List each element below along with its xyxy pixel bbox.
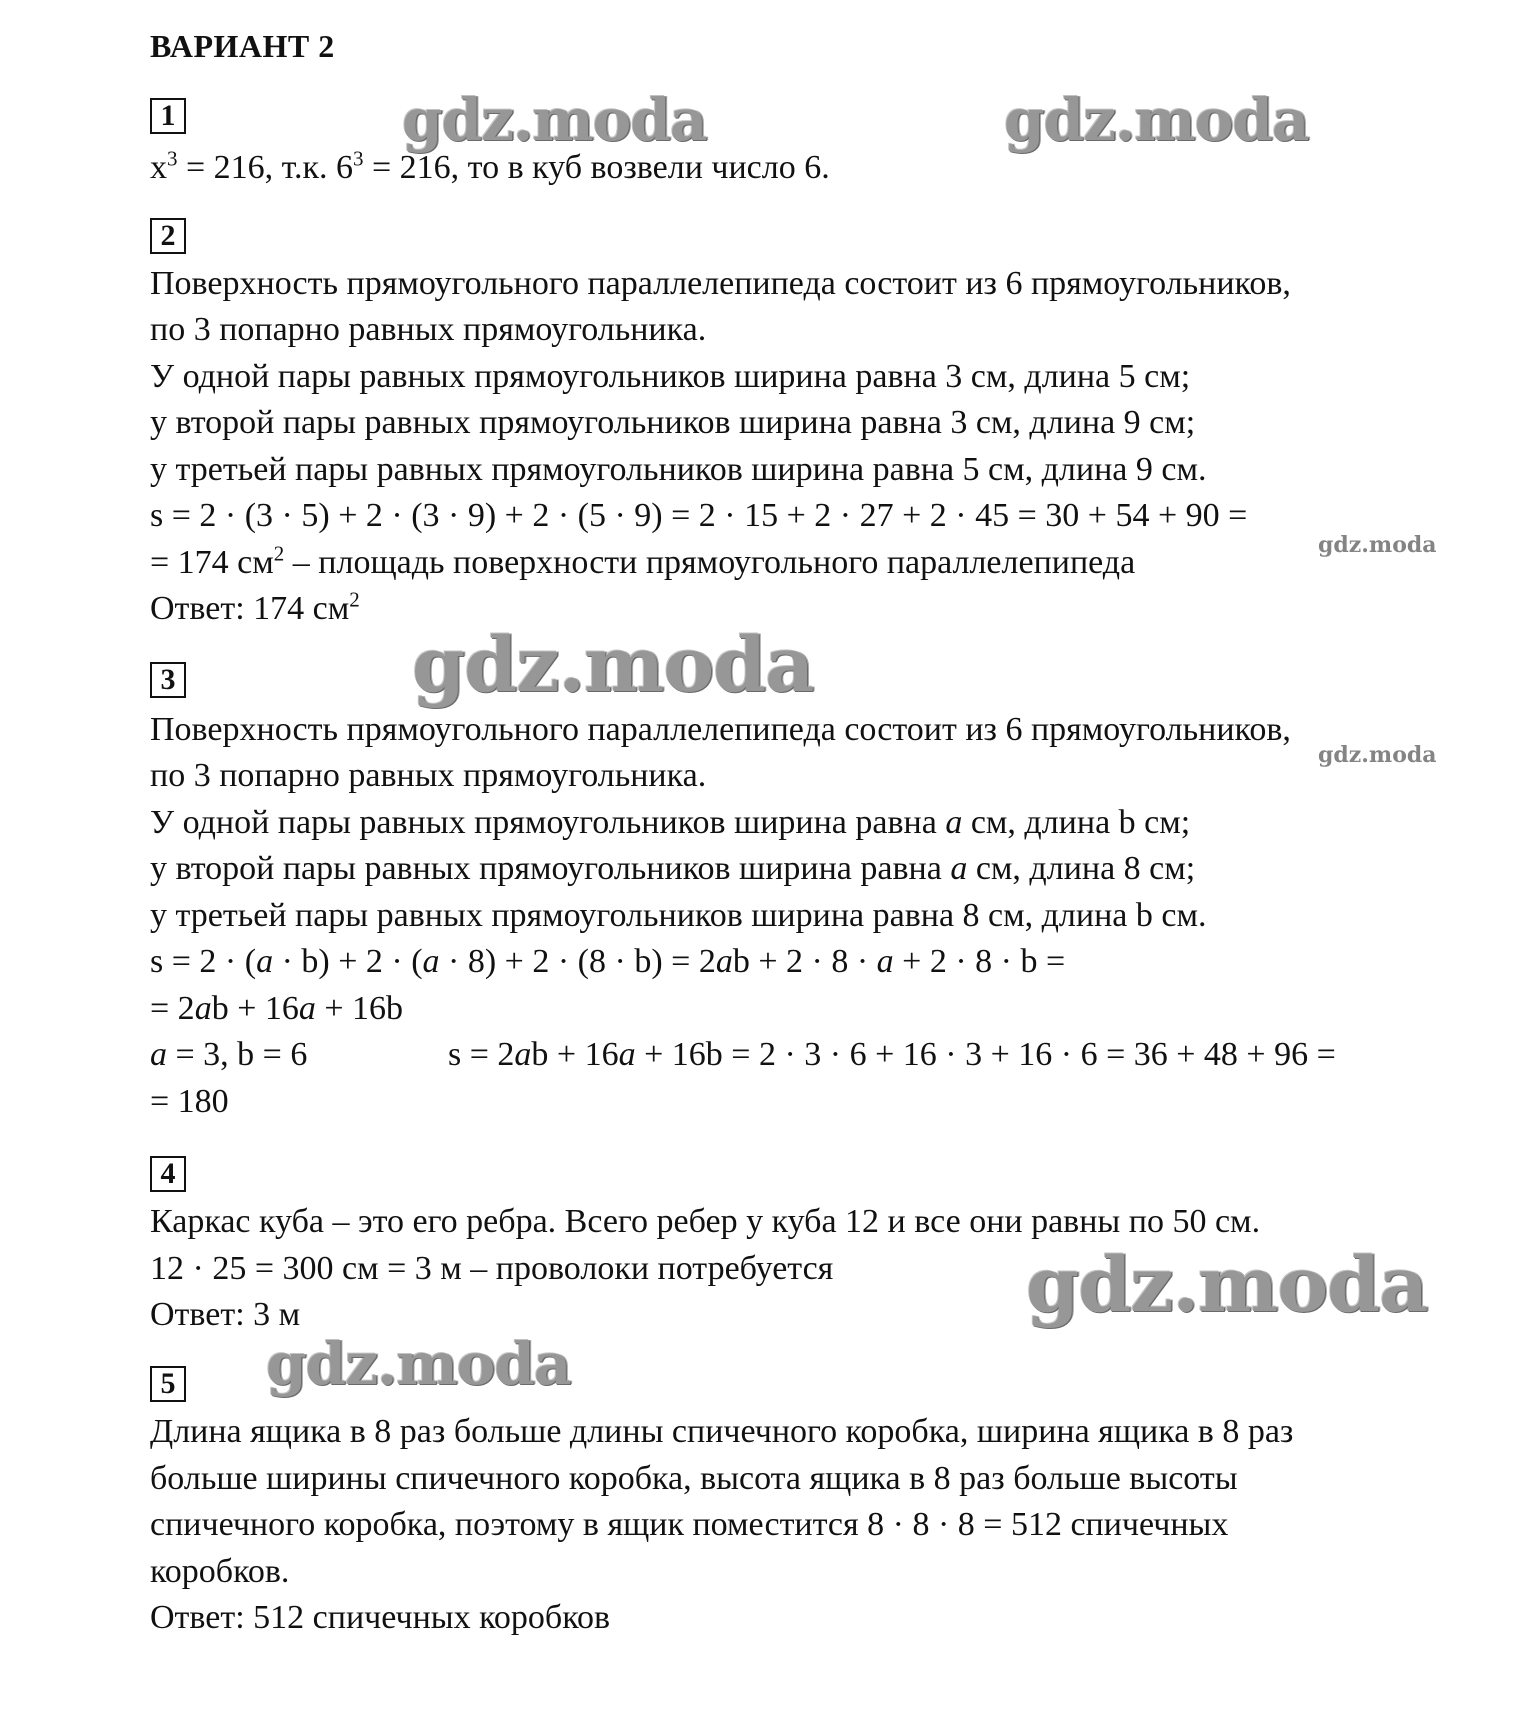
task-number-1: 1 [150,98,186,134]
task3-line-9: = 180 [150,1083,229,1120]
task2-line-2: по 3 попарно равных прямоугольника. [150,311,707,348]
task4-line-2: 12 · 25 = 300 см = 3 м – проволоки потребуется [150,1250,834,1287]
task5-answer: Ответ: 512 спичечных коробков [150,1599,611,1636]
task3-line-6: s = 2 · (a · b) + 2 · (a · 8) + 2 · (8 · b) = 2ab + 2 · 8 · a + 2 · 8 · b = [150,943,1066,980]
task3-line-8-given: a = 3, b = 6 [150,1036,308,1073]
task2-line-4: у второй пары равных прямоугольников ширина равна 3 см, длина 9 см; [150,404,1196,441]
task2-answer: Ответ: 174 $см^2$ [150,587,360,627]
task2-line-3: У одной пары равных прямоугольников ширина равна 3 см, длина 5 см; [150,358,1191,395]
task2-line-5: у третьей пары равных прямоугольников ширина равна 5 см, длина 9 см. [150,451,1207,488]
variant-title: ВАРИАНТ 2 [150,28,335,64]
task5-line-1: Длина ящика в 8 раз больше длины спичечного коробка, ширина ящика в 8 раз [150,1413,1294,1450]
watermark: gdz.moda [266,1330,571,1398]
watermark: gdz.moda [1004,86,1309,154]
task3-line-3: У одной пары равных прямоугольников ширина равна a см, длина b см; [150,804,1191,841]
task3-line-5: у третьей пары равных прямоугольников ширина равна 8 см, длина b см. [150,897,1207,934]
task-number-2: 2 [150,218,186,254]
task4-line-1: Каркас куба – это его ребра. Всего ребер у куба 12 и все они равны по 50 см. [150,1203,1261,1240]
task2-line-1: Поверхность прямоугольного параллелепипеда состоит из 6 прямоугольников, [150,265,1291,302]
task3-line-1: Поверхность прямоугольного параллелепипеда состоит из 6 прямоугольников, [150,711,1291,748]
task-number-5: 5 [150,1366,186,1402]
task-number-4: 4 [150,1156,186,1192]
task5-line-4: коробков. [150,1553,290,1590]
task3-line-8-calc: s = 2ab + 16a + 16b = 2 · 3 · 6 + 16 · 3 + 16 · 6 = 36 + 48 + 96 = [448,1036,1336,1073]
task5-line-2: больше ширины спичечного коробка, высота ящика в 8 раз больше высоты [150,1460,1238,1497]
task4-answer: Ответ: 3 м [150,1296,301,1333]
task-number-3: 3 [150,662,186,698]
task3-line-4: у второй пары равных прямоугольников ширина равна a см, длина 8 см; [150,850,1196,887]
watermark: gdz.moda [412,620,814,709]
task3-line-7: = 2ab + 16a + 16b [150,990,404,1027]
task5-line-3: спичечного коробка, поэтому в ящик поместится 8 · 8 · 8 = 512 спичечных [150,1506,1229,1543]
task3-line-2: по 3 попарно равных прямоугольника. [150,757,707,794]
watermark: gdz.moda [402,86,707,154]
watermark: gdz.moda [1318,742,1437,768]
task1-line: $x^3 = 216$, т.к. $6^3 = 216$, то в куб возвели число 6. [150,146,830,186]
task2-line-7: = 174 $см^2$ – площадь поверхности прямоугольного параллелепипеда [150,541,1136,581]
task2-line-6: s = 2 · (3 · 5) + 2 · (3 · 9) + 2 · (5 · 9) = 2 · 15 + 2 · 27 + 2 · 45 = 30 + 54 + 90 = [150,497,1248,534]
watermark: gdz.moda [1026,1240,1428,1329]
watermark: gdz.moda [1318,532,1437,558]
